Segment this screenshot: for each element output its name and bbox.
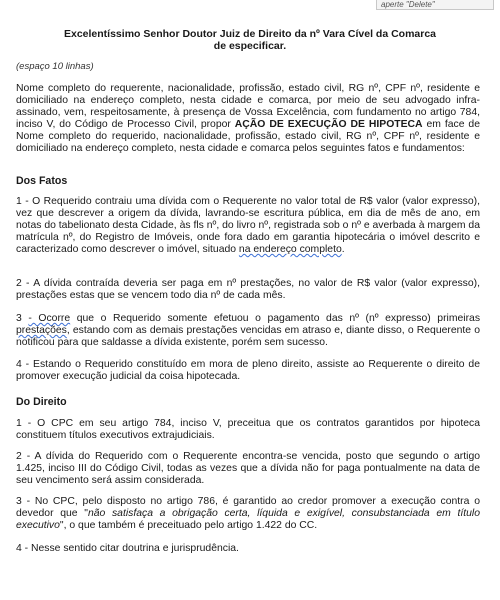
direito-3-part-2: ", o que também é preceituado pelo artigo 1.422 do CC. xyxy=(59,520,318,531)
fato-1-text: 1 - O Requerido contraiu uma dívida com o Requerente no valor total de R$ valor (valor expresso), vez que descrever a origem da dívida, lavrando-se escritura pública, em dia de mês de ano, em notas do tabelionato desta Cidade, às fls nº, do livro nº, registrada sob o nº e averbada à margem da matrícula nº, do Registro de Imóveis, onde fora dado em garantia hipotecária o imóvel descrito e caracterizado como descrever o imóvel, situado xyxy=(16,196,480,255)
fato-1-end: . xyxy=(341,244,345,255)
fato-3-spell-flag-1: - Ocorre xyxy=(28,313,71,324)
delete-hint-text: aperte "Delete" xyxy=(381,0,435,9)
intro-paragraph xyxy=(16,83,480,155)
title-line-2: de especificar. xyxy=(213,40,287,52)
document-title xyxy=(26,28,474,52)
fato-3-mid: que o Requerido somente efetuou o pagamento das nº (nº expresso) primeiras xyxy=(70,313,481,324)
fato-2-paragraph: 2 - A dívida contraída deveria ser paga em nº prestações, no valor de R$ valor (valor expresso), prestações estas que se vencem todo dia nº de cada mês. xyxy=(16,278,480,301)
intro-part-1: Nome completo do requerente, nacionalidade, profissão, estado civil, RG nº, CPF nº, residente e domiciliado na endereço completo, nesta cidade e comarca, por meio de seu advogado infra-assinado, vem, respeitosamente, à presença de Vossa Excelência, com fundamento no artigo 784, inciso V, do Código de Processo Civil, propor xyxy=(16,83,480,130)
spacing-note: (espaço 10 linhas) xyxy=(16,61,94,72)
fato-4-paragraph: 4 - Estando o Requerido constituído em mora de pleno direito, assiste ao Requerente o direito de promover execução judicial da coisa hipotecada. xyxy=(16,359,480,382)
direito-3-paragraph xyxy=(16,496,480,532)
heading-do-direito: Do Direito xyxy=(16,396,67,408)
fato-3-lead: 3 xyxy=(16,313,29,324)
delete-hint-box xyxy=(376,0,494,10)
next-page-edge xyxy=(0,594,500,600)
intro-action-title: AÇÃO DE EXECUÇÃO DE HIPOTECA xyxy=(234,119,423,130)
intro-part-2: em face de Nome completo do requerido, nacionalidade, profissão, estado civil, RG nº, CPF nº, residente e domiciliado na endereço completo, nesta cidade e comarca pelos seguintes fatos e fundamentos: xyxy=(16,119,480,154)
title-line-1: Excelentíssimo Senhor Doutor Juiz de Direito da nº Vara Cível da Comarca xyxy=(63,28,437,40)
heading-dos-fatos: Dos Fatos xyxy=(16,175,68,187)
direito-1-paragraph: 1 - O CPC em seu artigo 784, inciso V, preceitua que os contratos garantidos por hipoteca constituem títulos executivos extrajudiciais. xyxy=(16,418,480,441)
direito-3-part-1: 3 - No CPC, pelo disposto no artigo 786, é garantido ao credor promover a execução contra o devedor que " xyxy=(16,496,480,519)
fato-1-paragraph xyxy=(16,196,480,256)
direito-2-paragraph: 2 - A dívida do Requerido com o Requerente encontra-se vencida, posto que segundo o artigo 1.425, inciso III do Código Civil, todas as vezes que a dívida não for paga pontualmente na data de seu vencimento será assim considerada. xyxy=(16,451,480,486)
fato-3-paragraph xyxy=(16,313,480,349)
fato-1-spell-flag: na endereço completo xyxy=(238,244,342,255)
direito-4-paragraph: 4 - Nesse sentido citar doutrina e jurisprudência. xyxy=(16,543,239,554)
direito-3-quote: não satisfaça a obrigação certa, líquida e exigível, consubstanciada em título executivo xyxy=(16,508,480,531)
fato-3-spell-flag-2: prestações xyxy=(16,325,67,336)
fato-3-rest: , estando com as demais prestações vencidas em atraso e, diante disso, o Requerente o notificou para que saldasse a dívida existente, porém sem sucesso. xyxy=(16,325,480,348)
